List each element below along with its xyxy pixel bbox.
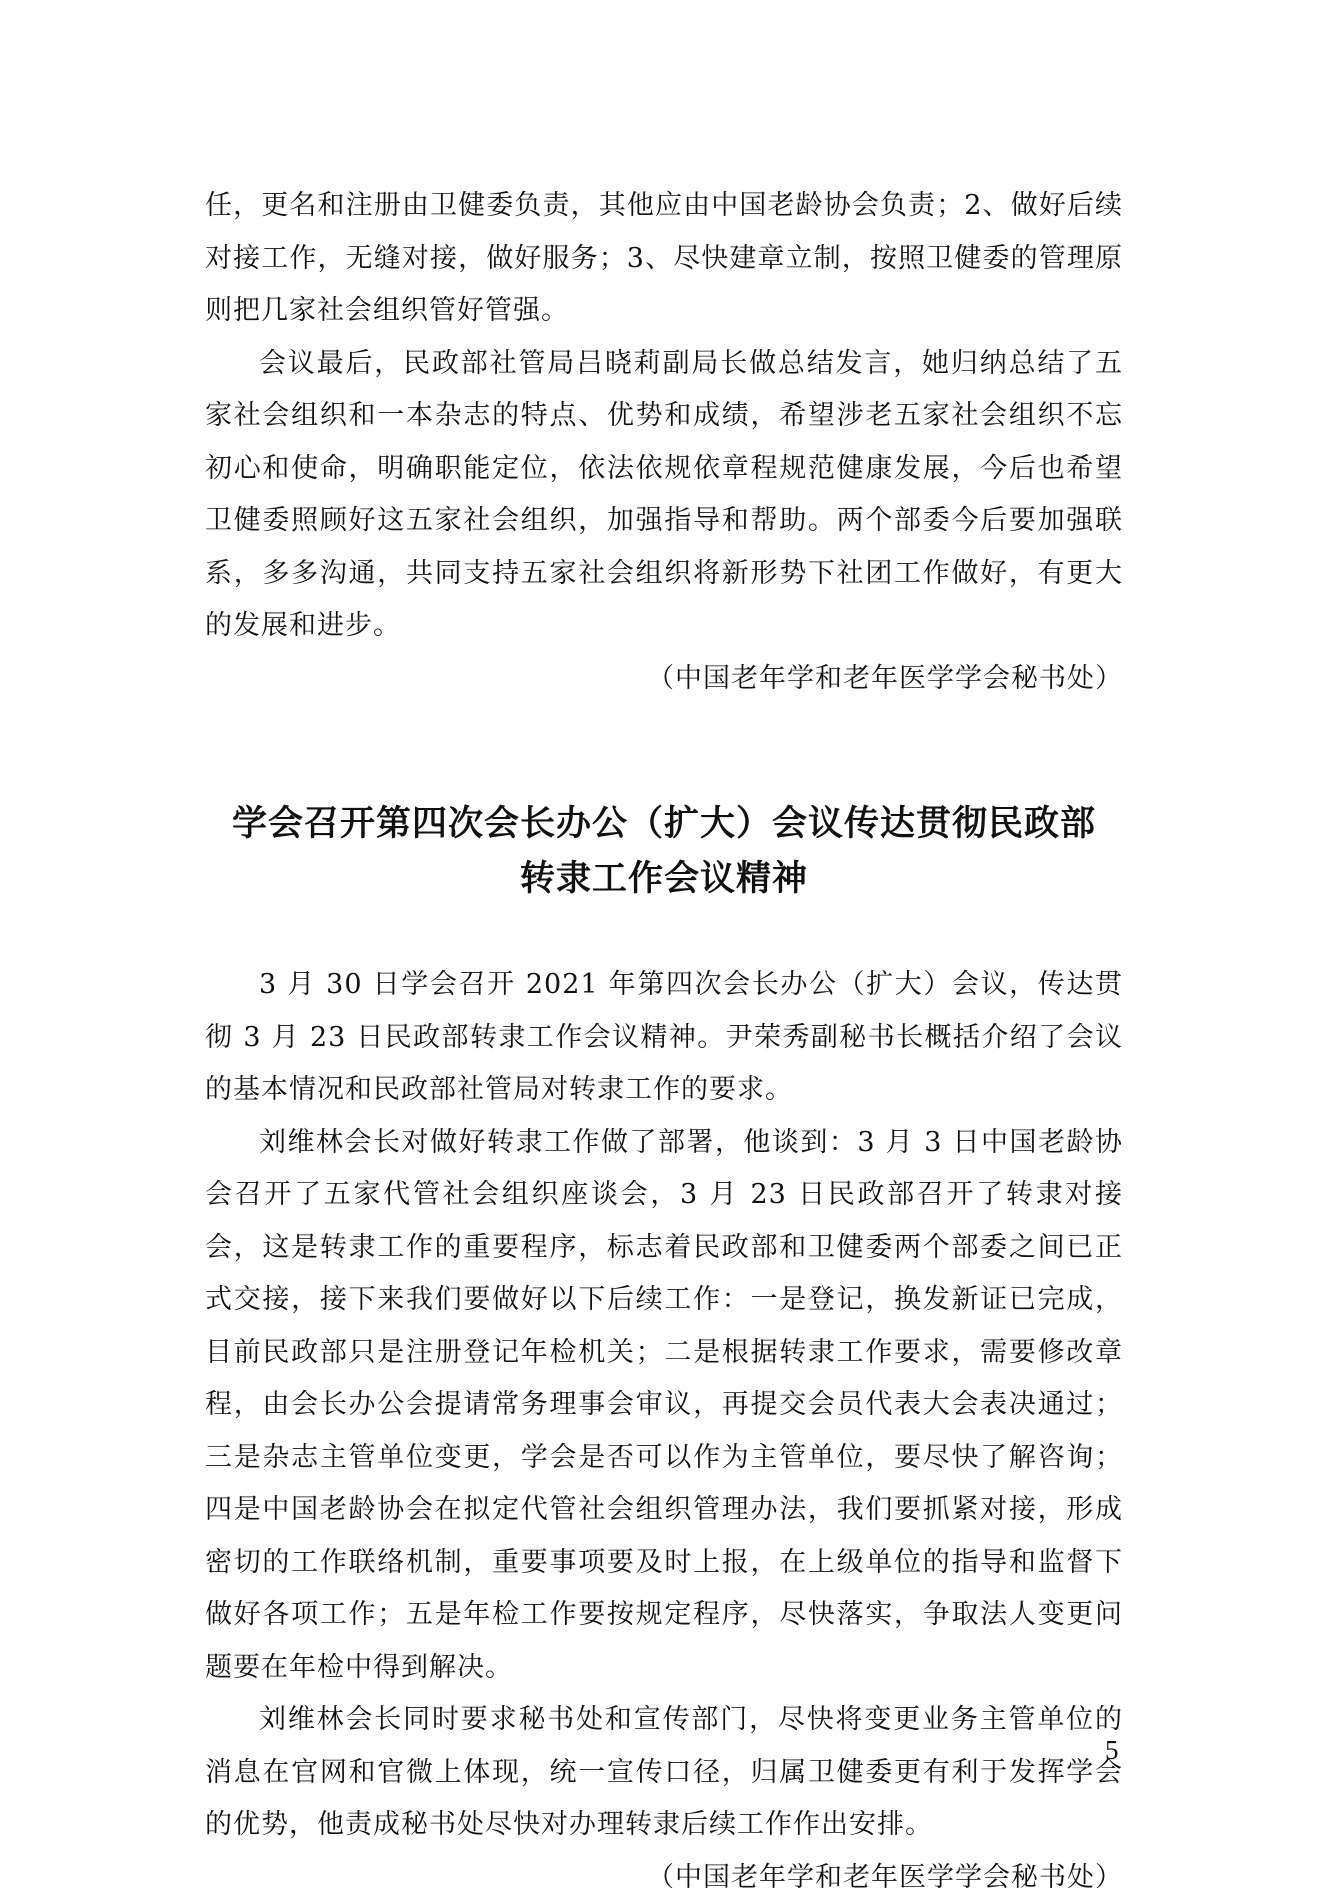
- continued-paragraph-1: 任，更名和注册由卫健委负责，其他应由中国老龄协会负责；2、做好后续对接工作，无缝对接，做好服务；3、尽快建章立制，按照卫健委的管理原则把几家社会组织管好管强。: [205, 180, 1123, 338]
- page-number: 5: [1105, 1735, 1119, 1765]
- continued-paragraph-2: 会议最后，民政部社管局吕晓莉副局长做总结发言，她归纳总结了五家社会组织和一本杂志的特点、优势和成绩，希望涉老五家社会组织不忘初心和使命，明确职能定位，依法依规依章程规范健康发展，今后也希望卫健委照顾好这五家社会组织，加强指导和帮助。两个部委今后要加强联系，多多沟通，共同支持五家社会组织将新形势下社团工作做好，有更大的发展和进步。: [205, 338, 1123, 653]
- article-signature: （中国老年学和老年医学学会秘书处）: [205, 1852, 1123, 1904]
- article-section: [205, 797, 1123, 1904]
- article-title: [205, 797, 1123, 907]
- article-title-line-2: 转隶工作会议精神: [205, 852, 1123, 907]
- article-paragraph-1: 3 月 30 日学会召开 2021 年第四次会长办公（扩大）会议，传达贯彻 3 月 23 日民政部转隶工作会议精神。尹荣秀副秘书长概括介绍了会议的基本情况和民政部社管局对转隶工作的要求。: [205, 959, 1123, 1117]
- page-content: [205, 180, 1123, 1904]
- article-paragraph-3: 刘维林会长同时要求秘书处和宣传部门，尽快将变更业务主管单位的消息在官网和官微上体现，统一宣传口径，归属卫健委更有利于发挥学会的优势，他责成秘书处尽快对办理转隶后续工作作出安排。: [205, 1694, 1123, 1852]
- article-title-line-1: 学会召开第四次会长办公（扩大）会议传达贯彻民政部: [205, 797, 1123, 852]
- continued-section: [205, 180, 1123, 705]
- article-paragraph-2: 刘维林会长对做好转隶工作做了部署，他谈到：3 月 3 日中国老龄协会召开了五家代管社会组织座谈会，3 月 23 日民政部召开了转隶对接会，这是转隶工作的重要程序，标志着民政部和卫健委两个部委之间已正式交接，接下来我们要做好以下后续工作：一是登记，换发新证已完成，目前民政部只是注册登记年检机关；二是根据转隶工作要求，需要修改章程，由会长办公会提请常务理事会审议，再提交会员代表大会表决通过；三是杂志主管单位变更，学会是否可以作为主管单位，要尽快了解咨询；四是中国老龄协会在拟定代管社会组织管理办法，我们要抓紧对接，形成密切的工作联络机制，重要事项要及时上报，在上级单位的指导和监督下做好各项工作；五是年检工作要按规定程序，尽快落实，争取法人变更问题要在年检中得到解决。: [205, 1117, 1123, 1695]
- continued-signature: （中国老年学和老年医学学会秘书处）: [205, 653, 1123, 706]
